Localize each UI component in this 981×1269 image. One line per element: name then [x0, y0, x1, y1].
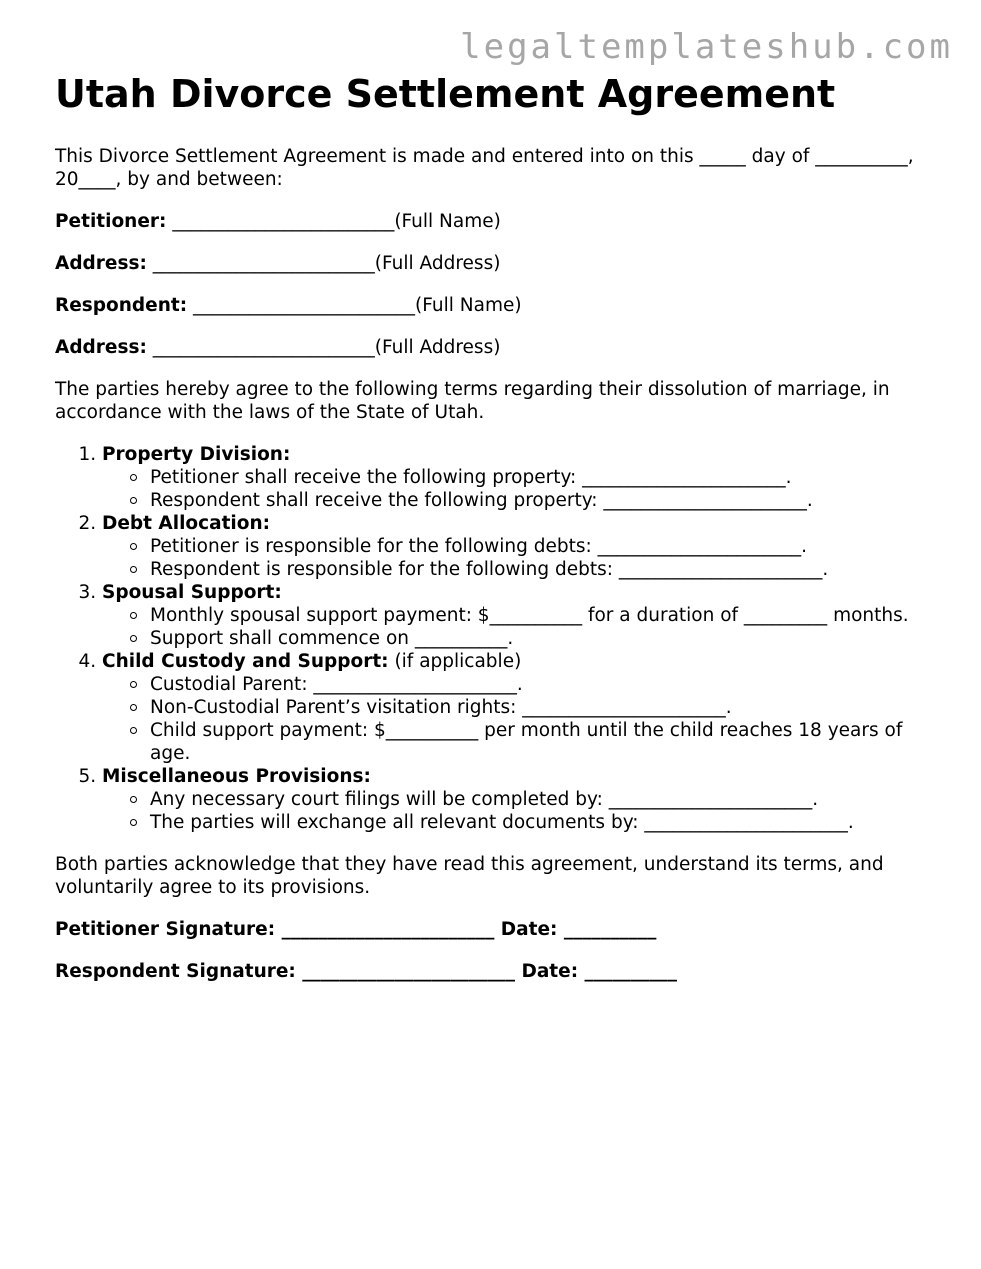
section-items	[102, 673, 945, 765]
petitioner-address-field	[55, 252, 945, 275]
list-item: Petitioner shall receive the following property: ______________________.	[150, 466, 945, 489]
list-item: Support shall commence on __________.	[150, 627, 945, 650]
section-heading: Child Custody and Support:	[102, 651, 389, 672]
list-item: Non-Custodial Parent’s visitation rights: ______________________.	[150, 696, 945, 719]
name-blank: ________________________	[187, 295, 416, 316]
field-hint: (Full Address)	[374, 337, 501, 358]
terms-list	[55, 443, 945, 834]
field-hint: (Full Address)	[374, 253, 501, 274]
address-blank: ________________________	[146, 253, 375, 274]
section-heading: Debt Allocation:	[102, 513, 271, 534]
field-hint: (Full Name)	[415, 295, 522, 316]
list-item: Respondent shall receive the following property: ______________________.	[150, 489, 945, 512]
list-item: The parties will exchange all relevant documents by: ______________________.	[150, 811, 945, 834]
section-note: (if applicable)	[388, 651, 522, 672]
section-property-division	[102, 443, 945, 512]
list-item: Child support payment: $__________ per month until the child reaches 18 years of age.	[150, 719, 945, 765]
field-label: Respondent:	[55, 295, 188, 316]
document-title: Utah Divorce Settlement Agreement	[55, 72, 836, 116]
respondent-field	[55, 294, 945, 317]
signature-label: Respondent Signature:	[55, 961, 296, 982]
watermark: legaltemplateshub.com	[460, 27, 953, 67]
section-debt-allocation	[102, 512, 945, 581]
terms-intro-paragraph: The parties hereby agree to the following terms regarding their dissolution of marriage, in accordance with the laws of the State of Utah.	[55, 379, 890, 423]
signature-label: Petitioner Signature:	[55, 919, 276, 940]
section-heading: Miscellaneous Provisions:	[102, 766, 371, 787]
section-miscellaneous	[102, 765, 945, 834]
name-blank: ________________________	[166, 211, 395, 232]
list-item: Petitioner is responsible for the following debts: ______________________.	[150, 535, 945, 558]
field-label: Address:	[55, 337, 147, 358]
respondent-signature-line	[55, 960, 945, 983]
intro-paragraph: This Divorce Settlement Agreement is made and entered into on this _____ day of __________, 20____, by and between:	[55, 146, 914, 190]
list-item: Monthly spousal support payment: $__________ for a duration of _________ months.	[150, 604, 945, 627]
list-item: Custodial Parent: ______________________.	[150, 673, 945, 696]
field-label: Petitioner:	[55, 211, 167, 232]
section-items	[102, 466, 945, 512]
date-label: Date:	[500, 919, 558, 940]
field-hint: (Full Name)	[394, 211, 501, 232]
date-blank: __________	[557, 919, 657, 940]
section-heading: Property Division:	[102, 444, 291, 465]
document-body	[55, 72, 945, 1002]
field-label: Address:	[55, 253, 147, 274]
section-items	[102, 535, 945, 581]
section-items	[102, 788, 945, 834]
respondent-address-field	[55, 336, 945, 359]
section-spousal-support	[102, 581, 945, 650]
date-blank: __________	[578, 961, 678, 982]
acknowledgement-paragraph: Both parties acknowledge that they have read this agreement, understand its terms, and voluntarily agree to its provisions.	[55, 854, 884, 898]
section-heading: Spousal Support:	[102, 582, 282, 603]
section-items	[102, 604, 945, 650]
list-item: Respondent is responsible for the following debts: ______________________.	[150, 558, 945, 581]
list-item: Any necessary court filings will be completed by: ______________________.	[150, 788, 945, 811]
date-label: Date:	[521, 961, 579, 982]
section-child-custody	[102, 650, 945, 765]
signature-blank: _______________________	[295, 961, 522, 982]
petitioner-field	[55, 210, 945, 233]
address-blank: ________________________	[146, 337, 375, 358]
petitioner-signature-line	[55, 918, 945, 941]
signature-blank: _______________________	[275, 919, 501, 940]
